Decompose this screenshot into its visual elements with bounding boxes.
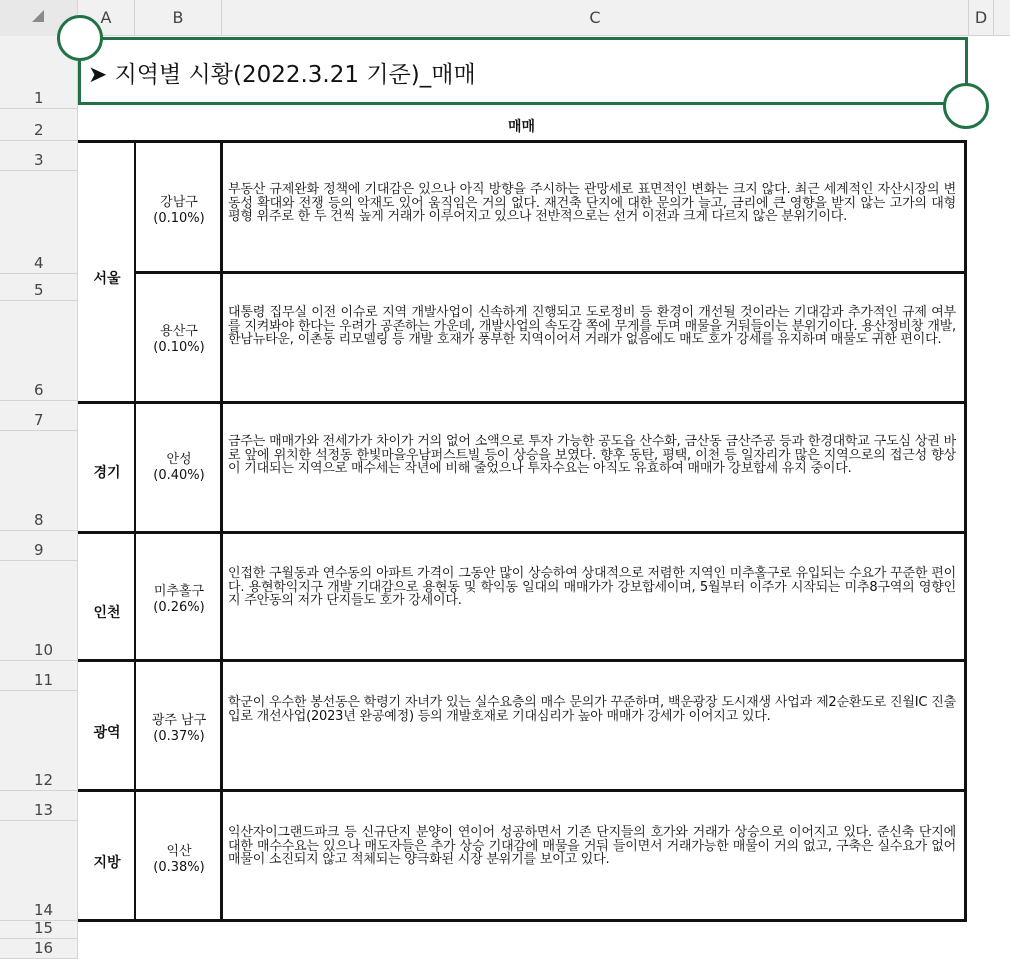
row-number: 6 <box>34 381 44 399</box>
region-name[interactable]: 경기 <box>93 465 121 481</box>
region-name[interactable]: 인천 <box>93 605 121 621</box>
district-rate: (0.10%) <box>153 211 205 226</box>
table-right-border <box>964 662 967 789</box>
table-right-border <box>964 534 967 659</box>
market-description[interactable]: 금주는 매매가와 전세가가 차이가 거의 없어 소액으로 투자 가능한 공도읍 산수화, 금산동 금산주공 등과 한경대학교 구도심 상권 바로 앞에 위치한 석정동 한빛마을우남퍼스트빌 등이 상승을 보였다. 향후 동탄, 평택, 이천 등 일자리가 많은 지역으로의 접근성 향상이 기대되는 지역으로 매수세는 작년에 비해 줄었으나 투자수요는 아직도 유효하여 매매가 강보합세 유지 중이다. <box>228 434 956 476</box>
region-row-gyeonggi <box>78 404 967 534</box>
resize-handle-top-left[interactable] <box>57 15 103 61</box>
column-header-c[interactable]: C <box>222 0 969 36</box>
column-header-bar <box>0 0 1010 36</box>
row-header-13[interactable] <box>0 791 78 821</box>
row-header-4[interactable] <box>0 171 78 274</box>
district-name: 미추홀구 <box>153 584 205 599</box>
row-number: 2 <box>34 121 44 139</box>
row-header-11[interactable] <box>0 661 78 691</box>
row-number: 8 <box>34 511 44 529</box>
district-name: 강남구 <box>160 195 198 210</box>
district-cell[interactable] <box>136 844 222 876</box>
region-row-incheon <box>78 534 967 662</box>
market-description[interactable]: 학군이 우수한 봉선동은 학령기 자녀가 있는 실수요층의 매수 문의가 꾸준하며, 백운광장 도시재생 사업과 제2순환도로 진월IC 진출입로 개선사업(2023년 완공예정) 등의 개발호재로 기대심리가 높아 매매가 강세가 이어지고 있다. <box>228 695 956 724</box>
district-name: 익산 <box>166 844 192 859</box>
select-all-icon <box>32 10 44 22</box>
region-name[interactable]: 광역 <box>93 725 121 741</box>
district-name: 안성 <box>166 452 192 467</box>
row-header-7[interactable] <box>0 401 78 431</box>
district-name: 광주 남구 <box>151 713 207 728</box>
row-header-3[interactable] <box>0 141 78 171</box>
row-number: 7 <box>34 411 44 429</box>
row-number: 3 <box>34 151 44 169</box>
region-row-seoul <box>78 140 967 404</box>
district-name: 용산구 <box>160 324 198 339</box>
district-cell[interactable] <box>136 195 222 227</box>
region-name[interactable]: 서울 <box>93 271 121 287</box>
row-number: 16 <box>34 939 54 957</box>
row-header-6[interactable] <box>0 301 78 401</box>
district-rate: (0.26%) <box>153 600 205 615</box>
district-cell[interactable] <box>136 713 222 745</box>
row-number: 10 <box>34 641 54 659</box>
row-number: 4 <box>34 254 44 272</box>
market-description[interactable]: 익산자이그랜드파크 등 신규단지 분양이 연이어 성공하면서 기존 단지들의 호가와 거래가 상승으로 이어지고 있다. 준신축 단지에 대한 매수수요는 있으나 매도자들은 추가 상승 기대감에 매물을 거둬 들이면서 거래가능한 매물이 거의 없고, 구축은 실수요가 없어 매물이 소진되지 않고 적체되는 양극화된 시장 분위기를 보이고 있다. <box>228 825 956 867</box>
district-cell[interactable] <box>136 452 222 484</box>
row-number: 13 <box>34 801 54 819</box>
row-number: 5 <box>34 281 44 299</box>
row-header-5[interactable] <box>0 274 78 301</box>
market-description[interactable]: 부동산 규제완화 정책에 기대감은 있으나 아직 방향을 주시하는 관망세로 표면적인 변화는 크지 않다. 최근 세계적인 자산시장의 변동성 확대와 전쟁 등의 악재도 있어 움직임은 거의 없다. 재건축 단지에 대한 문의가 늘고, 금리에 큰 영향을 받지 않는 고가의 대형 평형 위주로 한 두 건씩 높게 거래가 이루어지고 있으나 전반적으로는 선거 이전과 크게 다르지 않은 분위기이다. <box>228 182 956 224</box>
sheet-title: ➤ 지역별 시황(2022.3.21 기준)_매매 <box>88 62 476 88</box>
district-rate: (0.38%) <box>153 860 205 875</box>
row-header-16[interactable] <box>0 939 78 959</box>
row-number: 11 <box>34 671 54 689</box>
row-header-column <box>0 36 78 959</box>
district-rate: (0.10%) <box>153 340 205 355</box>
district-rate: (0.37%) <box>153 729 205 744</box>
row-header-15[interactable] <box>0 921 78 939</box>
table-right-border <box>964 792 967 919</box>
row-number: 9 <box>34 541 44 559</box>
row-header-9[interactable] <box>0 531 78 561</box>
row-number: 1 <box>34 89 44 107</box>
region-row-jibang <box>78 792 967 922</box>
row-header-10[interactable] <box>0 561 78 661</box>
market-description[interactable]: 대통령 집무실 이전 이슈로 지역 개발사업이 신속하게 진행되고 도로정비 등 환경이 개선될 것이라는 기대감과 추가적인 규제 여부를 지켜봐야 한다는 우려가 공존하는 가운데, 개발사업의 속도감 쪽에 무게를 두며 매물을 거둬들이는 분위기이다. 용산정비창 개발, 한남뉴타운, 이촌동 리모델링 등 개발 호재가 풍부한 지역이어서 거래가 없음에도 매도 호가 강세를 유지하며 매물도 귀한 편이다. <box>228 305 956 347</box>
column-header-b[interactable]: B <box>135 0 222 36</box>
column-header-a[interactable]: A <box>78 0 135 36</box>
table-right-border <box>964 404 967 531</box>
market-description[interactable]: 인접한 구월동과 연수동의 아파트 가격이 그동안 많이 상승하여 상대적으로 저렴한 지역인 미추홀구로 유입되는 수요가 꾸준한 편이다. 용현학익지구 개발 기대감으로 용현동 및 학익동 일대의 매매가가 강보합세이며, 5월부터 이주가 시작되는 미추8구역의 영향인지 주안동의 저가 단지들도 호가 강세이다. <box>228 566 956 608</box>
row-number: 15 <box>34 919 54 937</box>
row-number: 12 <box>34 771 54 789</box>
district-cell[interactable] <box>136 584 222 616</box>
district-rate: (0.40%) <box>153 468 205 483</box>
row-header-8[interactable] <box>0 431 78 531</box>
row-header-12[interactable] <box>0 691 78 791</box>
region-name[interactable]: 지방 <box>93 855 121 871</box>
table-header-cell[interactable]: 매매 <box>507 119 536 135</box>
district-cell[interactable] <box>136 324 222 356</box>
row-number: 14 <box>34 901 54 919</box>
row-header-2[interactable] <box>0 109 78 141</box>
region-row-gwangyeok <box>78 662 967 792</box>
row-header-14[interactable] <box>0 821 78 921</box>
column-header-d[interactable]: D <box>969 0 994 36</box>
row-divider <box>136 271 967 274</box>
